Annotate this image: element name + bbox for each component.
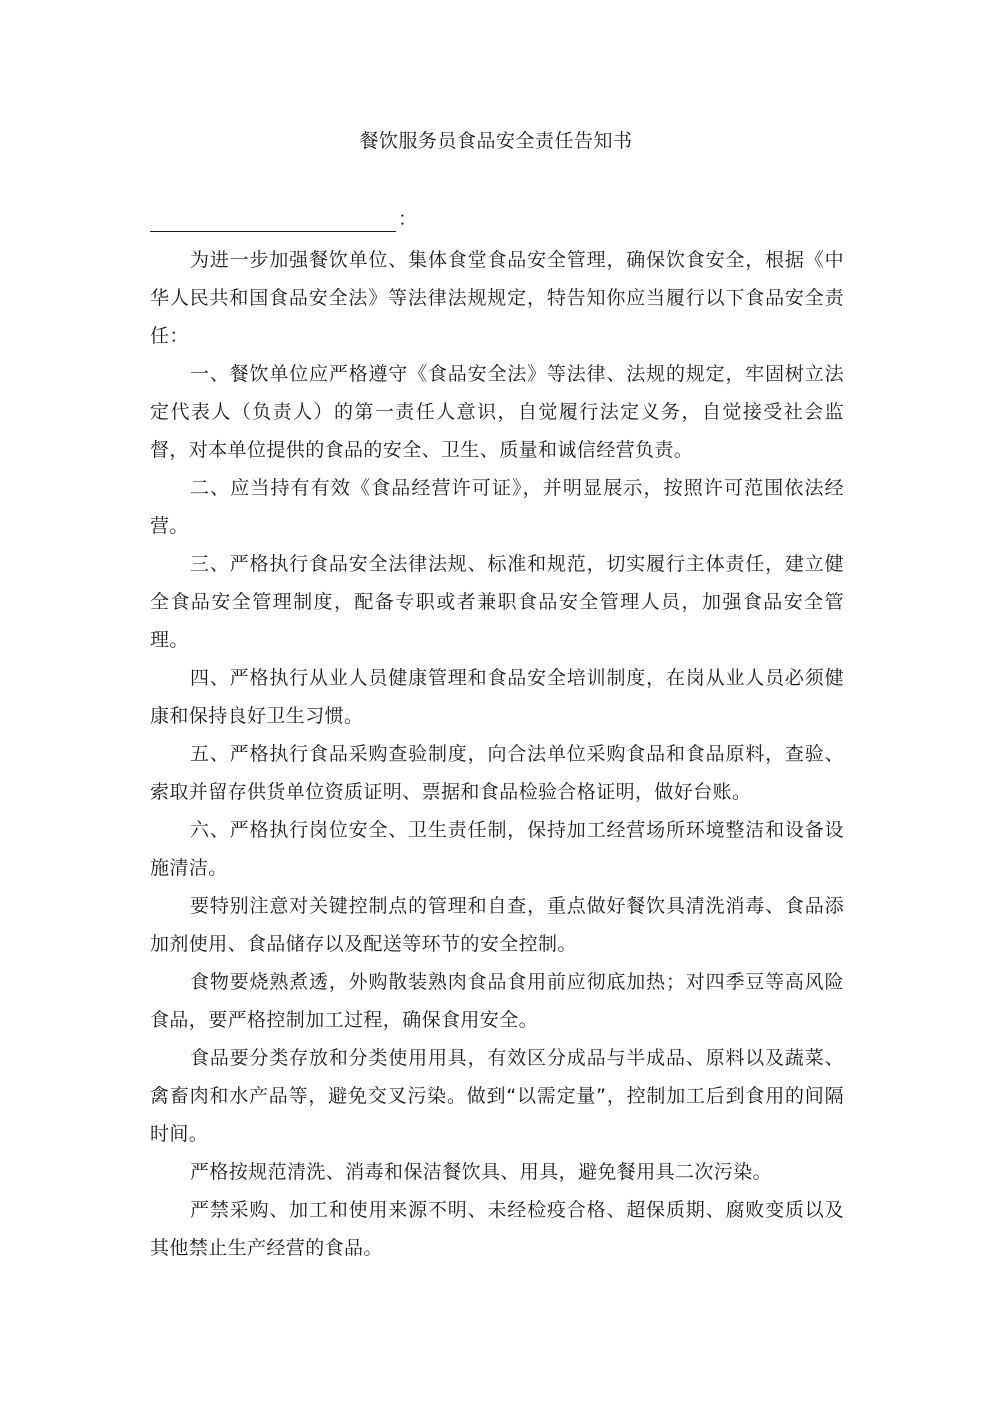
document-body: [150, 241, 844, 1267]
addressee-colon: ：: [398, 208, 418, 230]
paragraph-intro: 为进一步加强餐饮单位、集体食堂食品安全管理，确保饮食安全，根据《中华人民共和国食品安全法》等法律法规规定，特告知你应当履行以下食品安全责任：: [150, 249, 844, 347]
paragraph-clause-3: 三、严格执行食品安全法律法规、标准和规范，切实履行主体责任，建立健全食品安全管理制度，配备专职或者兼职食品安全管理人员，加强食品安全管理。: [150, 553, 844, 651]
document-title: 餐饮服务员食品安全责任告知书: [359, 130, 633, 152]
paragraph-prohibition: 严禁采购、加工和使用来源不明、未经检疫合格、超保质期、腐败变质以及其他禁止生产经营的食品。: [150, 1199, 844, 1259]
paragraph-clause-1: 一、餐饮单位应严格遵守《食品安全法》等法律、法规的规定，牢固树立法定代表人（负责人）的第一责任人意识，自觉履行法定义务，自觉接受社会监督，对本单位提供的食品的安全、卫生、质量和诚信经营负责。: [150, 363, 844, 461]
paragraph-cooking: 食物要烧熟煮透，外购散装熟肉食品食用前应彻底加热；对四季豆等高风险食品，要严格控制加工过程，确保食用安全。: [150, 971, 844, 1031]
addressee-line: [150, 206, 417, 232]
paragraph-clause-4: 四、严格执行从业人员健康管理和食品安全培训制度，在岗从业人员必须健康和保持良好卫生习惯。: [150, 667, 844, 727]
addressee-blank: [150, 214, 396, 232]
paragraph-cleaning: 严格按规范清洗、消毒和保洁餐饮具、用具，避免餐用具二次污染。: [190, 1161, 773, 1183]
paragraph-clause-2: 二、应当持有有效《食品经营许可证》，并明显展示，按照许可范围依法经营。: [150, 477, 844, 537]
paragraph-storage: 食品要分类存放和分类使用用具，有效区分成品与半成品、原料以及蔬菜、禽畜肉和水产品等，避免交叉污染。做到“以需定量”，控制加工后到食用的间隔时间。: [150, 1047, 844, 1145]
paragraph-clause-5: 五、严格执行食品采购查验制度，向合法单位采购食品和食品原料，查验、索取并留存供货单位资质证明、票据和食品检验合格证明，做好台账。: [150, 743, 844, 803]
paragraph-clause-6: 六、严格执行岗位安全、卫生责任制，保持加工经营场所环境整洁和设备设施清洁。: [150, 819, 844, 879]
paragraph-control-points: 要特别注意对关键控制点的管理和自查，重点做好餐饮具清洗消毒、食品添加剂使用、食品储存以及配送等环节的安全控制。: [150, 895, 844, 955]
